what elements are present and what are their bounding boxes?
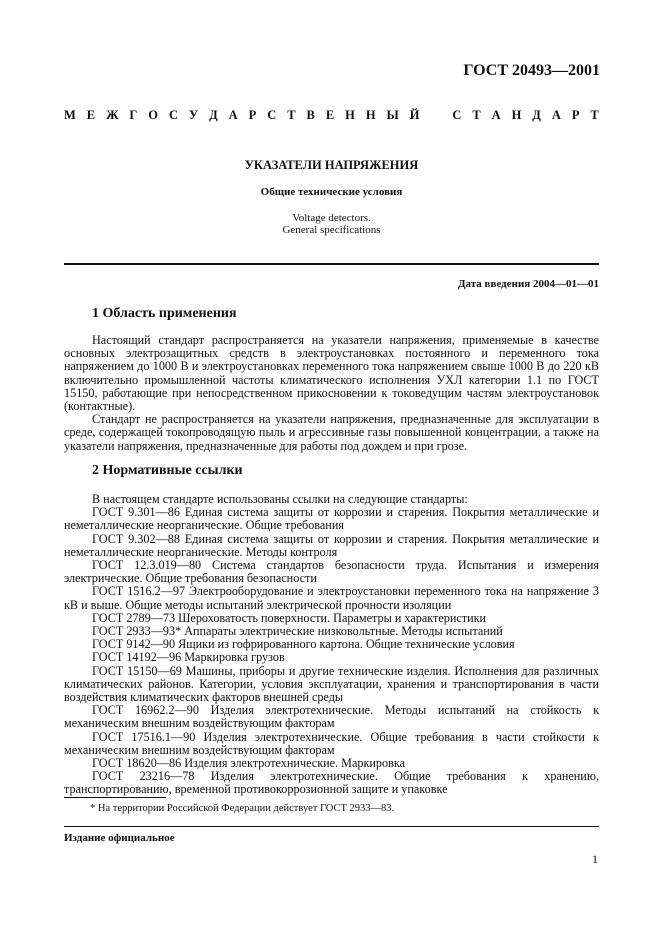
banner-letter: С [267, 108, 277, 122]
paragraph: Настоящий стандарт распространяется на указатели напряжения, применяемые в качестве основных электрозащитных средств в электроустановках постоянного и переменного тока напряжением до 1000 В и электроустановках переменного тока напряжением свыше 1000 В до 220 кВ включительно промышленной частоты климатического исполнения УХЛ категории 1.1 по ГОСТ 15150, работающие при непосредственном прикосновении к токоведущим частям электроустановок (контактные). [64, 333, 599, 414]
banner-letter: Й [409, 108, 420, 122]
banner-letter: Д [532, 108, 541, 122]
banner-letter: Т [590, 108, 599, 122]
paragraph: В настоящем стандарте использованы ссылки на следующие стандарты: [92, 492, 468, 506]
reference-item: ГОСТ 2789—73 Шероховатость поверхности. Параметры и характеристики [92, 610, 487, 625]
reference-item: ГОСТ 1516.2—97 Электрооборудование и электроустановки переменного тока на напряжение 3 кВ и выше. Общие методы испытаний электрической прочности изоляции [64, 584, 599, 612]
reference-item: ГОСТ 15150—69 Машины, приборы и другие технические изделия. Исполнения для различных климатических районов. Категории, условия эксплуатации, хранения и транспортирования в части воздействия климатических факторов внешней среды [64, 663, 599, 705]
english-title-line2: General specifications [282, 224, 381, 236]
document-subtitle: Общие технические условия [260, 186, 403, 198]
reference-item: ГОСТ 23216—78 Изделия электротехнические. Общие требования к хранению, транспортированию, временной противокоррозионной защите и упаковке [64, 769, 599, 797]
banner-letter: Т [472, 108, 481, 122]
reference-item: ГОСТ 9142—90 Ящики из гофрированного картона. Общие технические условия [92, 637, 515, 652]
banner-letter: М [64, 108, 76, 122]
section-title-references: 2 Нормативные ссылки [92, 463, 243, 478]
reference-item: ГОСТ 9.301—86 Единая система защиты от коррозии и старения. Покрытия металлические и неметаллические неорганические. Общие требования [64, 505, 599, 533]
banner-letter: Н [365, 108, 376, 122]
banner-letter: Т [287, 108, 296, 122]
english-title-line1: Voltage detectors. [292, 212, 371, 224]
footnote-divider [64, 797, 166, 798]
banner-letter: Ж [106, 108, 119, 122]
page-number: 1 [592, 852, 598, 866]
banner-letter: Е [86, 108, 96, 122]
banner-letter: О [148, 108, 159, 122]
reference-item: ГОСТ 17516.1—90 Изделия электротехнические. Общие требования в части стойкости к механическим внешним воздействующим факторам [64, 729, 599, 757]
banner-letter: Н [345, 108, 355, 122]
paragraph: Стандарт не распространяется на указатели напряжения, предназначенные для эксплуатации в среде, содержащей токопроводящую пыль и агрессивные газы повышенной концентрации, а также на указатели напряжения, предназначенные для работы под дождем и при грозе. [64, 412, 599, 453]
banner-letter: А [491, 108, 501, 122]
banner-letter: У [188, 108, 199, 122]
title-divider [64, 263, 599, 265]
section-references-body [64, 493, 599, 797]
reference-item: ГОСТ 12.3.019—80 Система стандартов безопасности труда. Испытания и измерения электрические. Общие требования безопасности [64, 558, 599, 586]
reference-item: ГОСТ 14192—96 Маркировка грузов [92, 650, 285, 665]
banner-letter: Г [129, 108, 138, 122]
footer-divider [64, 826, 599, 827]
section-title-scope: 1 Область применения [92, 306, 237, 321]
section-scope-body [64, 334, 599, 453]
footnote: * На территории Российской Федерации действует ГОСТ 2933—83. [90, 803, 395, 814]
reference-item: ГОСТ 2933—93* Аппараты электрические низковольтные. Методы испытаний [92, 624, 503, 639]
banner-letter: Р [248, 108, 257, 122]
reference-item: ГОСТ 18620—86 Изделия электротехнические. Маркировка [92, 756, 406, 771]
banner-letter: А [551, 108, 561, 122]
interstate-standard-banner [64, 108, 599, 123]
banner-letter: Н [511, 108, 522, 122]
document-title: УКАЗАТЕЛИ НАПРЯЖЕНИЯ [244, 158, 419, 172]
banner-letter: С [168, 108, 179, 122]
standard-number: ГОСТ 20493—2001 [463, 62, 600, 79]
banner-letter: В [306, 108, 315, 122]
banner-letter: Р [571, 108, 580, 122]
banner-letter: А [228, 108, 238, 122]
introduction-date: Дата введения 2004—01—01 [457, 278, 599, 290]
banner-letter: Ы [386, 108, 399, 122]
banner-letter: Д [209, 108, 218, 122]
reference-item: ГОСТ 16962.2—90 Изделия электротехнические. Методы испытаний на стойкость к механическим внешним воздействующим факторам [64, 703, 599, 731]
banner-letter: Е [325, 108, 335, 122]
edition-label: Издание официальное [64, 832, 175, 844]
banner-letter: С [452, 108, 462, 122]
reference-item: ГОСТ 9.302—88 Единая система защиты от коррозии и старения. Покрытия металлические и неметаллические неорганические. Методы контроля [64, 531, 599, 559]
